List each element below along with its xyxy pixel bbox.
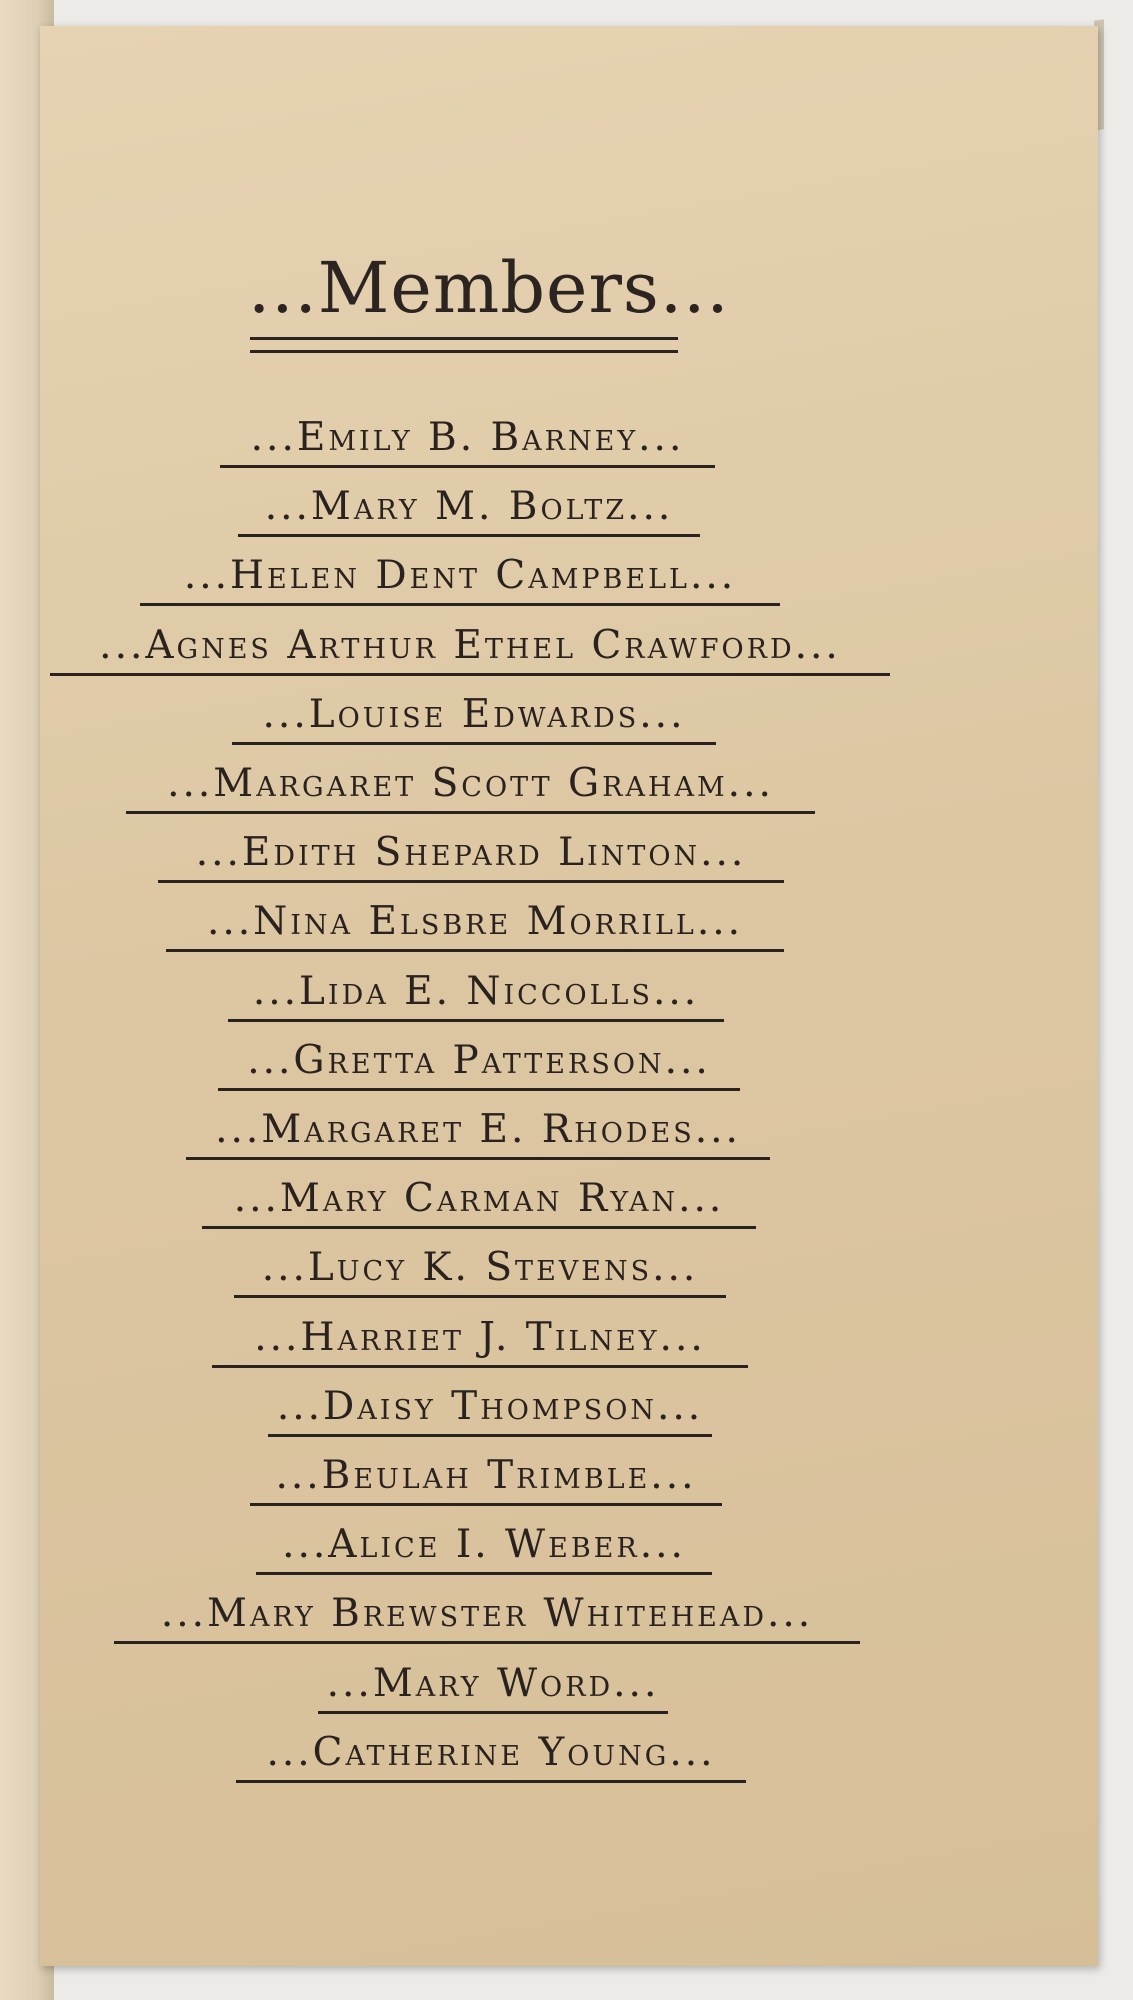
member-underline [218,1088,740,1091]
member-name: ...Mary M. Boltz... [264,484,674,530]
member-entry [114,1591,860,1644]
member-underline [232,742,716,745]
member-entry [234,1245,726,1298]
member-name: ...Beulah Trimble... [275,1453,697,1498]
member-underline [236,1780,746,1783]
member-name: ...Mary Carman Ryan... [233,1176,725,1222]
member-underline [186,1157,770,1160]
member-entry [256,1522,712,1575]
heading-rule-top [250,337,678,340]
member-entry [218,1037,740,1091]
member-underline [166,949,784,952]
member-entry [50,622,890,676]
member-underline [220,465,715,468]
member-underline [318,1711,668,1714]
member-underline [268,1434,712,1437]
member-underline [250,1503,722,1506]
member-name: ...Louise Edwards... [262,691,686,737]
member-name: ...Lida E. Niccolls... [252,968,700,1014]
page-heading: ...Members... [248,247,730,329]
member-entry [232,691,716,745]
heading-rule-bottom [250,350,678,353]
member-underline [114,1641,860,1644]
member-entry [202,1176,756,1229]
member-entry [268,1383,712,1437]
member-name: ...Catherine Young... [266,1729,716,1775]
member-name: ...Nina Elsbre Morrill... [206,899,744,945]
member-name: ...Gretta Patterson... [247,1037,711,1083]
member-entry [318,1660,668,1714]
member-entry [140,553,780,606]
member-entry [212,1314,748,1368]
member-underline [228,1019,724,1022]
member-entry [126,761,815,814]
member-name: ...Harriet J. Tilney... [254,1314,706,1360]
member-entry [236,1729,746,1783]
member-name: ...Lucy K. Stevens... [261,1245,699,1291]
member-underline [256,1572,712,1575]
member-name: ...Daisy Thompson... [276,1383,704,1429]
member-entry [250,1453,722,1506]
member-name: ...Agnes Arthur Ethel Crawford... [99,622,841,668]
member-underline [126,811,815,814]
member-name: ...Margaret E. Rhodes... [215,1107,741,1152]
member-entry [238,484,700,537]
member-name: ...Margaret Scott Graham... [167,761,774,806]
member-entry [228,968,724,1022]
member-underline [234,1295,726,1298]
member-name: ...Helen Dent Campbell... [183,553,737,599]
member-underline [202,1226,756,1229]
member-underline [140,603,780,606]
member-name: ...Emily B. Barney... [250,415,685,460]
member-name: ...Mary Brewster Whitehead... [160,1591,814,1637]
member-name: ...Edith Shepard Linton... [195,830,747,876]
member-name: ...Alice I. Weber... [282,1522,686,1568]
member-name: ...Mary Word... [326,1660,660,1706]
member-entry [220,415,715,468]
member-entry [186,1107,770,1160]
member-underline [238,534,700,537]
member-underline [212,1365,748,1368]
member-underline [158,880,784,883]
member-entry [158,830,784,883]
member-underline [50,673,890,676]
member-entry [166,899,784,952]
